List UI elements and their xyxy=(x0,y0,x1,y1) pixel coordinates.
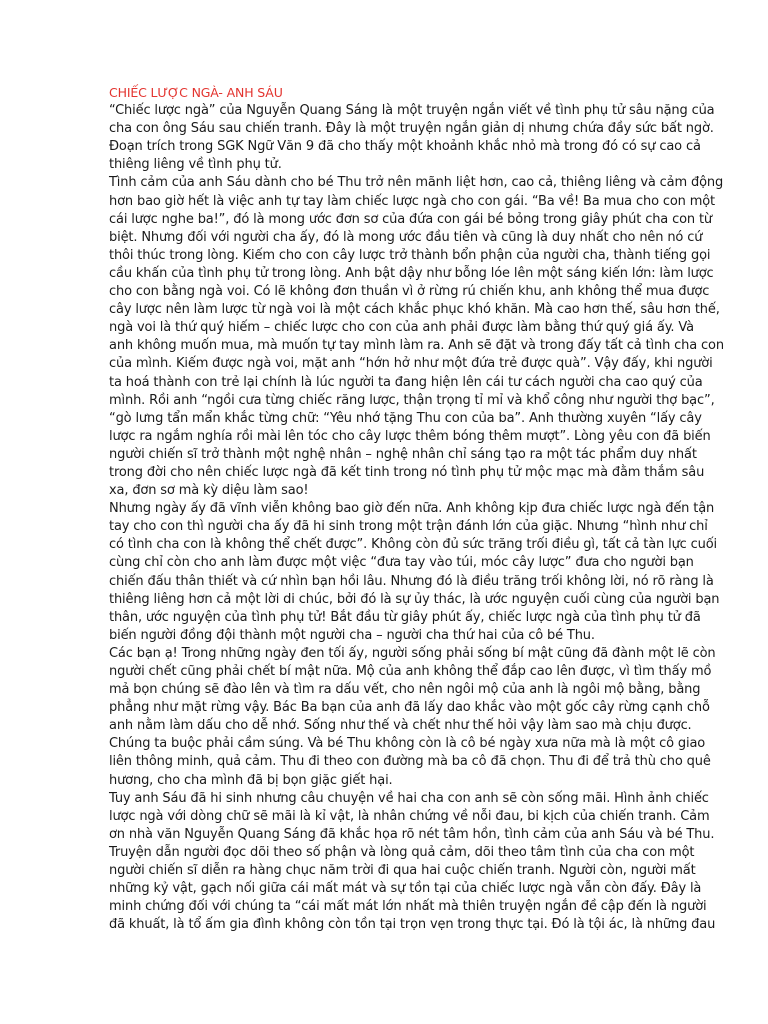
text-line: cây lược nên làm lược từ ngà voi là một cách khắc phục khó khăn. Mà cao hơn thế, sâu hơn thế, xyxy=(109,302,720,318)
paragraph xyxy=(109,790,716,935)
text-line: Các bạn ạ! Trong những ngày đen tối ấy, người sống phải sống bí mật cũng đã đành một lẽ còn xyxy=(109,645,716,661)
text-line: Nhưng ngày ấy đã vĩnh viễn không bao giờ đến nữa. Anh không kịp đưa chiếc lược ngà đến tận xyxy=(109,501,715,517)
text-line: những kỷ vật, gạch nối giữa cái mất mát và sự tồn tại của chiếc lược ngà vẫn còn đấy. Đây là xyxy=(109,881,702,897)
paragraph xyxy=(109,645,716,790)
text-line: chiến đấu thân thiết và cứ nhìn bạn hồi lâu. Nhưng đó là điều trăng trối không lời, nó rõ ràng là xyxy=(109,573,714,589)
text-line: biến người đồng đội thành một người cha – người cha thứ hai của cô bé Thu. xyxy=(109,627,595,643)
text-line: ơn nhà văn Nguyễn Quang Sáng đã khắc họa rõ nét tâm hồn, tình cảm của anh Sáu và bé Thu. xyxy=(109,826,715,842)
paragraph xyxy=(109,500,720,645)
text-line: liên thông minh, quả cảm. Thu đi theo con đường mà ba cô đã chọn. Thu đi để trả thù cho quê xyxy=(109,754,711,770)
text-line: lược ra ngắm nghía rồi mài lên tóc cho cây lược thêm bóng thêm mượt”. Lòng yêu con đã biến xyxy=(109,428,711,444)
text-line: “gò lưng tẩn mẩn khắc từng chữ: “Yêu nhớ tặng Thu con của ba”. Anh thường xuyên “lấy cây xyxy=(109,410,702,426)
text-line: đã khuất, là tổ ấm gia đình không còn tồn tại trọn vẹn trong thực tại. Đó là tội ác, là những đau xyxy=(109,917,716,933)
text-line: có tình cha con là không thể chết được”. Không còn đủ sức trăng trối điều gì, tất cả tàn lực cuối xyxy=(109,537,718,553)
text-line: mình. Rồi anh “ngồi cưa từng chiếc răng lược, thận trọng tỉ mỉ và khổ công như người thợ bạc”, xyxy=(109,392,715,408)
document-body xyxy=(109,102,724,934)
paragraph xyxy=(109,174,724,500)
text-line: biệt. Nhưng đối với người cha ấy, đó là mong ước đầu tiên và cũng là duy nhất cho nên nó cứ xyxy=(109,229,703,245)
text-line: của mình. Kiếm được ngà voi, mặt anh “hớn hở như một đứa trẻ được quà”. Vậy đấy, khi người xyxy=(109,356,713,372)
text-line: mả bọn chúng sẽ đào lên và tìm ra dấu vết, cho nên ngôi mộ của anh là ngôi mộ bằng, bằng xyxy=(109,682,701,698)
text-line: lược ngà với dòng chữ sẽ mãi là kỉ vật, là nhân chứng về nỗi đau, bi kịch của chiến tranh. Cảm xyxy=(109,808,710,824)
text-line: tay cho con thì người cha ấy đã hi sinh trong một trận đánh lớn của giặc. Nhưng “hình như chỉ xyxy=(109,519,708,535)
text-line: anh nằm làm dấu cho dễ nhớ. Sống như thế và chết như thế hỏi vậy làm sao mà chịu được. xyxy=(109,718,692,734)
paragraph xyxy=(109,102,713,174)
text-line: Đoạn trích trong SGK Ngữ Văn 9 đã cho thấy một khoảnh khắc nhỏ mà trong đó có sự cao cả xyxy=(109,139,701,155)
document-title: CHIẾC LƯỢC NGÀ- ANH SÁU xyxy=(109,85,283,100)
text-line: Tuy anh Sáu đã hi sinh nhưng câu chuyện về hai cha con anh sẽ còn sống mãi. Hình ảnh chiếc xyxy=(109,790,709,806)
text-line: thiêng liêng về tình phụ tử. xyxy=(109,157,282,173)
text-line: ngà voi là thứ quý hiếm – chiếc lược cho con của anh phải được làm bằng thứ quý giá ấy. Và xyxy=(109,320,694,336)
text-line: Truyện dẫn người đọc dõi theo số phận và lòng quả cảm, dõi theo tâm tình của cha con một xyxy=(109,844,695,860)
text-line: ta hoá thành con trẻ lại chính là lúc người ta đang hiện lên cái tư cách người cha cao quý của xyxy=(109,374,703,390)
text-line: minh chứng đối với chúng ta “cái mất mát lớn nhất mà thiên truyện ngắn đề cập đến là người xyxy=(109,899,707,915)
text-line: thôi thúc trong lòng. Kiếm cho con cây lược trở thành bổn phận của người cha, thành tiếng gọi xyxy=(109,247,711,263)
text-line: “Chiếc lược ngà” của Nguyễn Quang Sáng là một truyện ngắn viết về tình phụ tử sâu nặng của xyxy=(109,103,715,119)
document-page xyxy=(109,84,724,934)
text-line: phẳng như mặt rừng vậy. Bác Ba bạn của anh đã lấy dao khắc vào một gốc cây rừng cạnh chỗ xyxy=(109,700,710,716)
text-line: cho con bằng ngà voi. Có lẽ không đơn thuần vì ở rừng rú chiến khu, anh không thể mua được xyxy=(109,284,710,300)
text-line: Chúng ta buộc phải cầm súng. Và bé Thu không còn là cô bé ngày xưa nữa mà là một cô giao xyxy=(109,736,706,752)
text-line: Tình cảm của anh Sáu dành cho bé Thu trở nên mãnh liệt hơn, cao cả, thiêng liêng và cảm động xyxy=(109,175,724,191)
text-line: thiêng liêng hơn cả một lời di chúc, bởi đó là sự ủy thác, là ước nguyện cuối cùng của người bạn xyxy=(109,591,720,607)
text-line: người chiến sĩ diễn ra hàng chục năm trời đi qua hai cuộc chiến tranh. Người còn, người mất xyxy=(109,863,696,879)
text-line: thân, ước nguyện của tình phụ tử! Bắt đầu từ giây phút ấy, chiếc lược ngà của tình phụ tử đã xyxy=(109,609,701,625)
text-line: anh không muốn mua, mà muốn tự tay mình làm ra. Anh sẽ đặt và trong đấy tất cả tình cha con xyxy=(109,338,724,354)
text-line: trong đời cho nên chiếc lược ngà đã kết tinh trong nó tình phụ tử mộc mạc mà đằm thắm sâu xyxy=(109,464,705,480)
text-line: hương, cho cha mình đã bị bọn giặc giết hại. xyxy=(109,772,393,788)
text-line: xa, đơn sơ mà kỳ diệu làm sao! xyxy=(109,483,309,499)
text-line: cùng chỉ còn cho anh làm được một việc “đưa tay vào túi, móc cây lược” đưa cho người bạn xyxy=(109,555,694,571)
text-line: cái lược nghe ba!”, đó là mong ước đơn sơ của đứa con gái bé bỏng trong giây phút cha con từ xyxy=(109,211,712,227)
text-line: cha con ông Sáu sau chiến tranh. Đây là một truyện ngắn giản dị nhưng chứa đầy sức bất ngờ. xyxy=(109,121,714,137)
text-line: cầu khấn của tình phụ tử trong lòng. Anh bật dậy như bỗng lóe lên một sáng kiến lớn: làm lược xyxy=(109,265,714,281)
text-line: người chết cũng phải chết bí mật nữa. Mộ của anh không thể đắp cao lên được, vì tìm thấy mồ xyxy=(109,664,712,679)
text-line: hơn bao giờ hết là việc anh tự tay làm chiếc lược ngà cho con gái. “Ba về! Ba mua cho con một xyxy=(109,193,715,209)
text-line: người chiến sĩ trở thành một nghệ nhân – nghệ nhân chỉ sáng tạo ra một tác phẩm duy nhất xyxy=(109,446,697,462)
